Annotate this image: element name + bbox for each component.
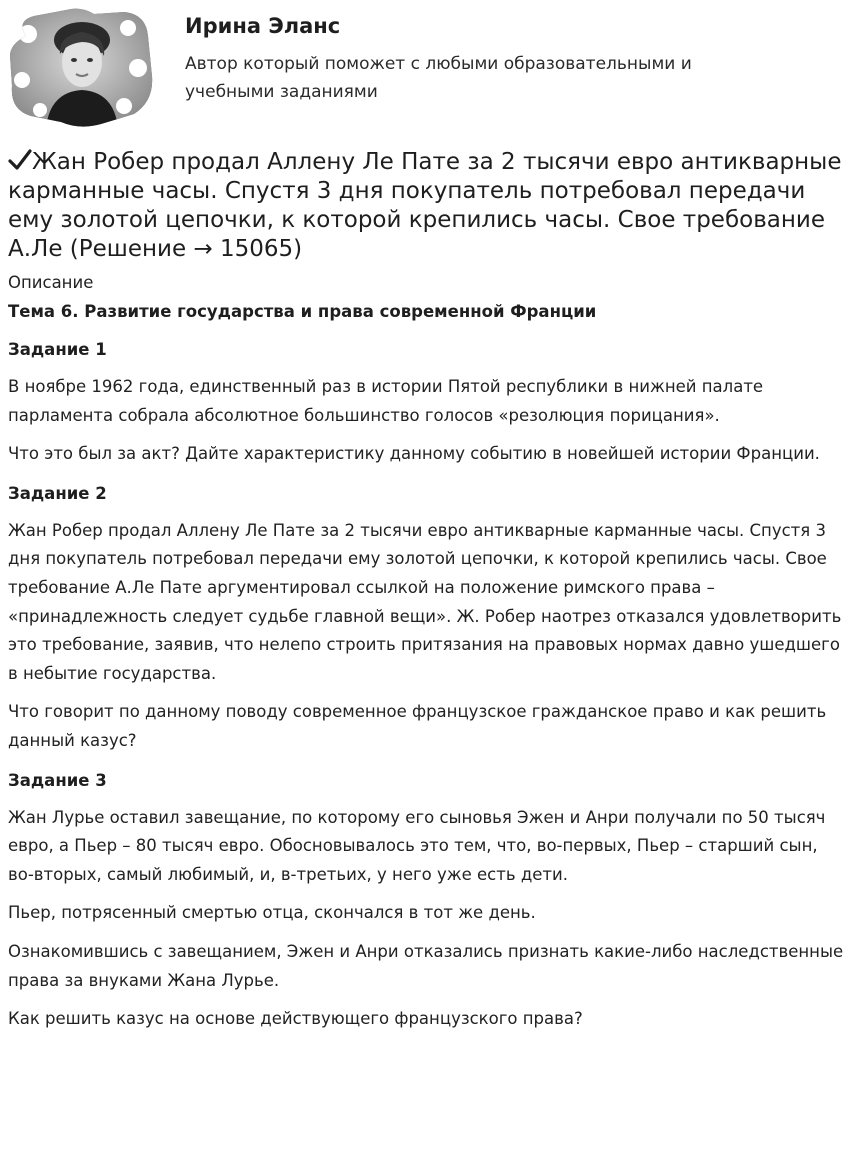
author-block <box>0 0 847 140</box>
task-3-heading: Задание 3 <box>8 770 107 790</box>
task-2-paragraph-1: Жан Робер продал Аллену Ле Пате за 2 тысячи евро антикварные карманные часы. Спустя 3 дня покупатель потребовал передачи ему золотой цепочки, к которой крепились часы. Свое требование А.Ле Пате аргументировал ссылкой на положение римского права – «принадлежность следует судьбе главной вещи». Ж. Робер наотрез отказался удовлетворить это требование, заявив, что нелепо строить притязания на правовых нормах давно ушедшего в небытие государства. <box>8 520 842 683</box>
task-3-paragraph-4: Как решить казус на основе действующего французского права? <box>8 1009 583 1029</box>
document-content <box>8 148 844 1034</box>
checkmark-icon <box>8 148 32 177</box>
avatar[interactable] <box>6 6 154 128</box>
author-description: Автор который поможет с любыми образовательными и учебными заданиями <box>185 54 692 102</box>
topic-heading: Тема 6. Развитие государства и права современной Франции <box>8 302 597 321</box>
avatar-image <box>6 6 154 128</box>
task-1-paragraph-2: Что это был за акт? Дайте характеристику данному событию в новейшей истории Франции. <box>8 444 820 464</box>
task-2-heading: Задание 2 <box>8 483 107 503</box>
task-3-paragraph-3: Ознакомившись с завещанием, Эжен и Анри отказались признать какие-либо наследственные права за внуками Жана Лурье. <box>8 941 844 990</box>
task-1-paragraph-1: В ноябре 1962 года, единственный раз в истории Пятой республики в нижней палате парламента собрала абсолютное большинство голосов «резолюция порицания». <box>8 377 764 425</box>
task-3-paragraph-1: Жан Лурье оставил завещание, по которому его сыновья Эжен и Анри получали по 50 тысяч евро, а Пьер – 80 тысяч евро. Обосновывалось это тем, что, во-первых, Пьер – старший сын, во-вторых, самый любимый, и, в-третьих, у него уже есть дети. <box>8 807 826 884</box>
task-1-heading: Задание 1 <box>8 340 107 359</box>
description-label: Описание <box>8 273 94 292</box>
author-name[interactable]: Ирина Эланс <box>185 14 341 38</box>
page-title <box>8 148 844 264</box>
title-text: Жан Робер продал Аллену Ле Пате за 2 тысячи евро антикварные карманные часы. Спустя 3 дня покупатель потребовал передачи ему золотой цепочки, к которой крепились часы. Свое требование А.Ле (Решение → 15065) <box>8 149 842 262</box>
task-2-paragraph-2: Что говорит по данному поводу современное французское гражданское право и как решить данный казус? <box>8 702 827 750</box>
task-3-paragraph-2: Пьер, потрясенный смертью отца, скончался в тот же день. <box>8 903 536 923</box>
